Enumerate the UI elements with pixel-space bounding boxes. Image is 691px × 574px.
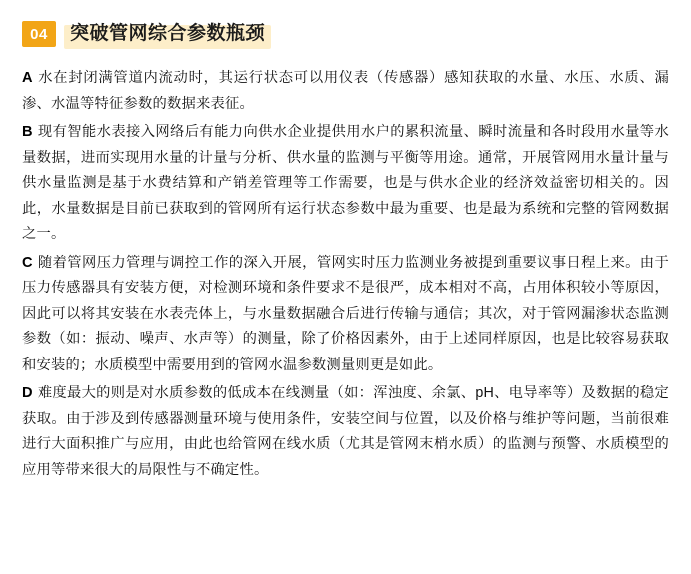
paragraph-d: [22, 381, 669, 483]
paragraph-marker: A: [22, 70, 33, 86]
paragraph-marker: D: [22, 385, 33, 401]
paragraph-b: [22, 120, 669, 248]
paragraph-marker: C: [22, 254, 33, 271]
section-header: [22, 16, 669, 52]
paragraph-c: [22, 251, 669, 379]
paragraph-text: 随着管网压力管理与调控工作的深入开展，管网实时压力监测业务被提到重要议事日程上来。由于压力传感器具有安装方便，对检测环境和条件要求不是很严，成本相对不高，占用体积较小等原因，因此可以将其安装在水表壳体上，与水量数据融合后进行传输与通信；其次，对于管网漏渗状态监测参数（如：振动、噪声、水声等）的测量，除了价格因素外，由于上述同样原因，也是比较容易获取和安装的；水质模型中需要用到的管网水温参数测量则更是如此。: [22, 254, 669, 373]
paragraph-text: 水在封闭满管道内流动时，其运行状态可以用仪表（传感器）感知获取的水量、水压、水质、漏渗、水温等特征参数的数据来表征。: [22, 70, 669, 112]
paragraph-text: 现有智能水表接入网络后有能力向供水企业提供用水户的累积流量、瞬时流量和各时段用水量等水量数据，进而实现用水量的计量与分析、供水量的监测与平衡等用途。通常，开展管网用水量计量与供水量监测是基于水费结算和产销差管理等工作需要，也是与供水企业的经济效益密切相关的。因此，水量数据是目前已获取到的管网所有运行状态参数中最为重要、也是最为系统和完整的管网数据之一。: [22, 124, 669, 242]
paragraph-a: [22, 66, 669, 117]
article-body: [22, 66, 669, 483]
section-title-wrapper: [70, 19, 265, 49]
section-number-badge: 04: [22, 21, 56, 47]
paragraph-text: 难度最大的则是对水质参数的低成本在线测量（如：浑浊度、余氯、pH、电导率等）及数据的稳定获取。由于涉及到传感器测量环境与使用条件，安装空间与位置，以及价格与维护等问题，当前很难进行大面积推广与应用，由此也给管网在线水质（尤其是管网末梢水质）的监测与预警、水质模型的应用等带来很大的局限性与不确定性。: [22, 385, 669, 478]
page-title: 突破管网综合参数瓶颈: [70, 23, 266, 44]
paragraph-marker: B: [22, 124, 33, 140]
